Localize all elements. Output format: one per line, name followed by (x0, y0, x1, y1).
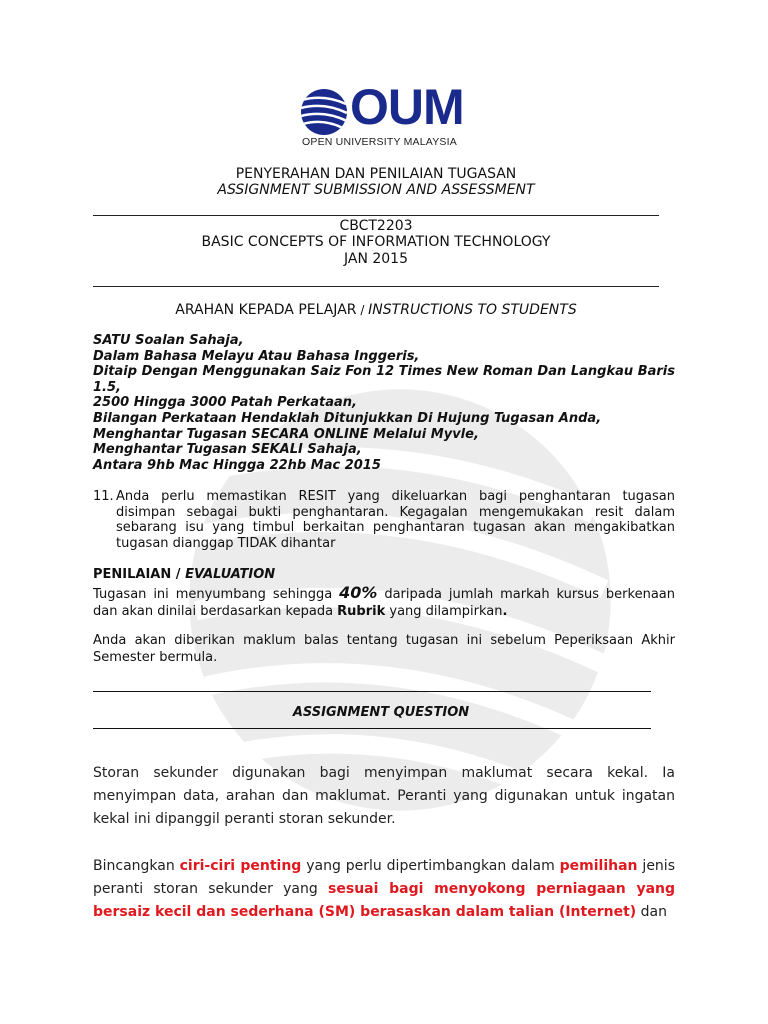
logo-subtitle: OPEN UNIVERSITY MALAYSIA (302, 136, 457, 148)
evaluation-heading-english: EVALUATION (185, 567, 276, 582)
rule-item: Bilangan Perkataan Hendaklah Ditunjukkan Di Hujung Tugasan Anda, (93, 410, 602, 426)
title-malay: PENYERAHAN DAN PENILAIAN TUGASAN (235, 166, 517, 182)
rule-item: 2500 Hingga 3000 Patah Perkataan, (93, 395, 357, 411)
oum-logo (300, 79, 480, 148)
feedback-note: Anda akan diberikan maklum balas tentang tugasan ini sebelum Peperiksaan Akhir Semester bermula. (93, 633, 675, 665)
rule-item: Ditaip Dengan Menggunakan Saiz Fon 12 Times New Roman Dan Langkau Baris 1.5, (93, 364, 675, 395)
assignment-question-heading: ASSIGNMENT QUESTION (292, 705, 470, 720)
course-name: BASIC CONCEPTS OF INFORMATION TECHNOLOGY (201, 234, 551, 250)
rule-item: SATU Soalan Sahaja, (93, 333, 244, 348)
receipt-note (93, 489, 675, 551)
divider (93, 691, 651, 692)
title-english: ASSIGNMENT SUBMISSION AND ASSESSMENT (217, 182, 535, 198)
evaluation-text-part: yang dilampirkan (385, 604, 503, 619)
divider (93, 215, 659, 216)
divider (93, 728, 651, 729)
evaluation-heading-malay: PENILAIAN / (93, 567, 181, 582)
rubric-label: Rubrik (337, 604, 386, 619)
weight-percentage: 40% (339, 583, 378, 602)
question-text-part: yang perlu dipertimbangkan dalam (301, 858, 560, 874)
oum-globe-icon (300, 88, 348, 136)
rule-item: Dalam Bahasa Melayu Atau Bahasa Inggeris, (93, 348, 420, 364)
highlight-text: pemilihan (559, 858, 638, 874)
highlight-text: sesuai bagi menyokong perniagaan yang bersaiz kecil dan sederhana (SM) berasaskan dalam talian (Internet) (93, 881, 676, 920)
evaluation-text (93, 584, 675, 620)
note-text: Anda perlu memastikan RESIT yang dikeluarkan bagi penghantaran tugasan disimpan sebagai bukti penghantaran. Kegagalan mengemukakan resit dalam sebarang isu yang timbul berkaitan penghantaran tugasan akan mengakibatkan tugasan dianggap TIDAK dihantar (116, 489, 675, 551)
instructions-heading (93, 302, 659, 318)
instruction-rules (93, 333, 675, 473)
note-number: 11. (93, 489, 114, 504)
question-paragraph-2 (93, 855, 675, 924)
question-text-part: Bincangkan (93, 858, 180, 874)
question-text-part: dan (636, 904, 667, 920)
highlight-text: ciri-ciri penting (179, 858, 302, 874)
evaluation-text-part: Tugasan ini menyumbang sehingga (93, 587, 340, 602)
evaluation-text-period: . (502, 604, 508, 619)
evaluation-text-part: daripada jumlah markah kursus berkenaan dan akan dinilai berdasarkan kepada (93, 587, 675, 619)
course-code: CBCT2203 (339, 218, 413, 234)
evaluation-heading (93, 567, 275, 582)
rule-item: Menghantar Tugasan SECARA ONLINE Melalui Myvle, (93, 426, 479, 442)
logo-wordmark: OUM (350, 79, 464, 135)
heading-separator: / (356, 303, 369, 317)
instructions-heading-english: INSTRUCTIONS TO STUDENTS (368, 302, 577, 318)
instructions-heading-malay: ARAHAN KEPADA PELAJAR (175, 302, 357, 318)
semester: JAN 2015 (343, 251, 408, 267)
divider (93, 286, 659, 287)
question-text-part: jenis peranti storan sekunder yang (93, 858, 675, 897)
rule-item: Antara 9hb Mac Hingga 22hb Mac 2015 (93, 457, 381, 473)
rule-item: Menghantar Tugasan SEKALI Sahaja, (93, 442, 362, 458)
question-paragraph-1: Storan sekunder digunakan bagi menyimpan maklumat secara kekal. Ia menyimpan data, arahan dan maklumat. Peranti yang digunakan untuk ingatan kekal ini dipanggil peranti storan sekunder. (93, 765, 675, 827)
